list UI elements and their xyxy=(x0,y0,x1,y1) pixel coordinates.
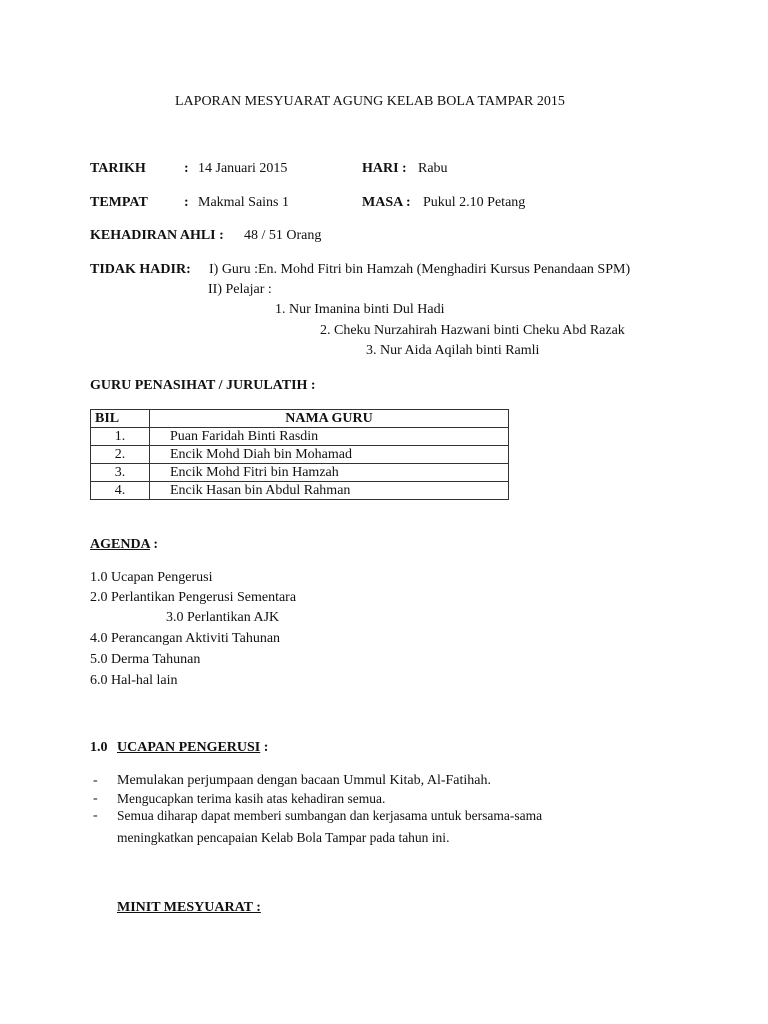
bullet-dash: - xyxy=(93,791,98,806)
agenda-item: 4.0 Perancangan Aktiviti Tahunan xyxy=(90,631,281,646)
guru-penasihat-heading: GURU PENASIHAT / JURULATIH : xyxy=(90,378,316,393)
table-cell-bil: 4. xyxy=(91,482,150,500)
ucapan-heading-colon: : xyxy=(260,740,269,755)
column-header-bil: BIL xyxy=(91,410,150,428)
tidak-hadir-pelajar-label: II) Pelajar : xyxy=(208,282,272,297)
table-cell-bil: 3. xyxy=(91,464,150,482)
hari-value: Rabu xyxy=(418,161,448,176)
agenda-heading-text: AGENDA xyxy=(90,537,150,552)
column-header-nama-guru: NAMA GURU xyxy=(150,410,509,428)
agenda-item: 5.0 Derma Tahunan xyxy=(90,652,201,667)
pelajar-absent-item: 2. Cheku Nurzahirah Hazwani binti Cheku Abd Razak xyxy=(320,323,625,338)
masa-label: MASA : xyxy=(362,195,411,210)
tempat-colon: : xyxy=(184,195,189,210)
table-header-row xyxy=(91,410,509,428)
tarikh-label: TARIKH xyxy=(90,161,146,176)
table-row xyxy=(91,446,509,464)
kehadiran-value: 48 / 51 Orang xyxy=(244,228,322,243)
ucapan-heading xyxy=(117,739,268,757)
tidak-hadir-guru: I) Guru :En. Mohd Fitri bin Hamzah (Menghadiri Kursus Penandaan SPM) xyxy=(209,262,631,277)
guru-table xyxy=(90,409,509,500)
agenda-item: 3.0 Perlantikan AJK xyxy=(166,610,280,625)
agenda-item: 2.0 Perlantikan Pengerusi Sementara xyxy=(90,590,297,605)
kehadiran-label: KEHADIRAN AHLI : xyxy=(90,228,224,243)
hari-label: HARI : xyxy=(362,161,407,176)
agenda-heading-colon: : xyxy=(149,537,159,552)
pelajar-absent-item: 3. Nur Aida Aqilah binti Ramli xyxy=(366,343,540,358)
tempat-label: TEMPAT xyxy=(90,195,148,210)
tidak-hadir-label: TIDAK HADIR: xyxy=(90,262,191,277)
table-cell-nama: Encik Mohd Fitri bin Hamzah xyxy=(150,464,509,482)
table-cell-bil: 1. xyxy=(91,428,150,446)
ucapan-point: Mengucapkan terima kasih atas kehadiran semua. xyxy=(117,791,386,806)
table-cell-nama: Puan Faridah Binti Rasdin xyxy=(150,428,509,446)
table-row xyxy=(91,428,509,446)
table-row xyxy=(91,464,509,482)
table-cell-nama: Encik Mohd Diah bin Mohamad xyxy=(150,446,509,464)
agenda-item: 1.0 Ucapan Pengerusi xyxy=(90,570,213,585)
tempat-value: Makmal Sains 1 xyxy=(198,195,289,210)
table-cell-nama: Encik Hasan bin Abdul Rahman xyxy=(150,482,509,500)
pelajar-absent-item: 1. Nur Imanina binti Dul Hadi xyxy=(275,302,445,317)
ucapan-number: 1.0 xyxy=(90,740,108,755)
ucapan-heading-text: UCAPAN PENGERUSI xyxy=(117,740,261,755)
masa-value: Pukul 2.10 Petang xyxy=(423,195,526,210)
bullet-dash: - xyxy=(93,773,98,788)
ucapan-point: Memulakan perjumpaan dengan bacaan Ummul Kitab, Al-Fatihah. xyxy=(117,773,492,788)
ucapan-point: Semua diharap dapat memberi sumbangan dan kerjasama untuk bersama-sama xyxy=(117,808,543,823)
table-row xyxy=(91,482,509,500)
document-title: LAPORAN MESYUARAT AGUNG KELAB BOLA TAMPAR 2015 xyxy=(175,94,565,109)
minit-heading: MINIT MESYUARAT : xyxy=(117,900,261,915)
agenda-item: 6.0 Hal-hal lain xyxy=(90,673,178,688)
agenda-heading xyxy=(90,536,158,554)
tarikh-value: 14 Januari 2015 xyxy=(198,161,288,176)
bullet-dash: - xyxy=(93,808,98,823)
tarikh-colon: : xyxy=(184,161,189,176)
ucapan-point-continuation: meningkatkan pencapaian Kelab Bola Tampar pada tahun ini. xyxy=(117,830,450,845)
table-cell-bil: 2. xyxy=(91,446,150,464)
